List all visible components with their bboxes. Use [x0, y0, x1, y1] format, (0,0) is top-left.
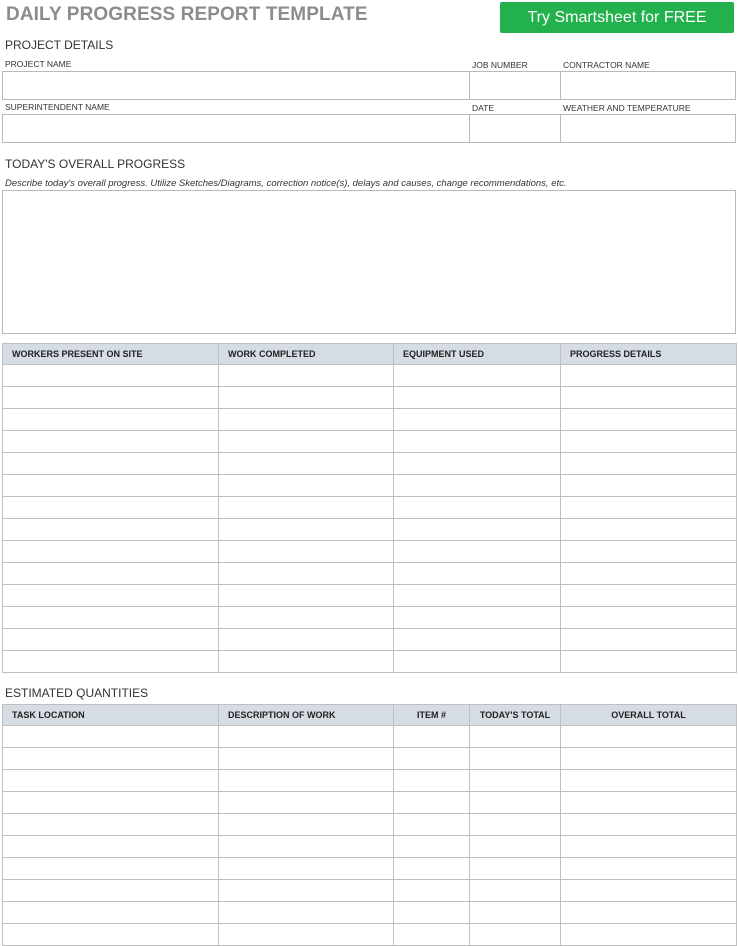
table-cell[interactable] — [394, 902, 470, 924]
table-cell[interactable] — [3, 770, 219, 792]
estimated-table-row — [3, 836, 737, 858]
table-cell[interactable] — [561, 814, 737, 836]
table-cell[interactable] — [219, 814, 394, 836]
workers-table-row — [3, 453, 737, 475]
table-cell[interactable] — [3, 836, 219, 858]
table-cell[interactable] — [219, 902, 394, 924]
overall-progress-textarea[interactable] — [2, 190, 736, 334]
table-cell[interactable] — [561, 365, 737, 387]
col-progress-details: PROGRESS DETAILS — [561, 344, 737, 365]
table-cell[interactable] — [219, 585, 394, 607]
table-cell[interactable] — [3, 541, 219, 563]
table-cell[interactable] — [219, 726, 394, 748]
table-cell[interactable] — [561, 453, 737, 475]
weather-label: WEATHER AND TEMPERATURE — [563, 103, 691, 113]
table-cell[interactable] — [219, 409, 394, 431]
table-cell[interactable] — [219, 770, 394, 792]
table-cell[interactable] — [394, 726, 470, 748]
workers-table-row — [3, 475, 737, 497]
table-cell[interactable] — [561, 836, 737, 858]
col-todays-total: TODAY'S TOTAL — [470, 705, 561, 726]
table-cell[interactable] — [394, 365, 561, 387]
workers-table-row — [3, 387, 737, 409]
table-cell[interactable] — [219, 519, 394, 541]
table-cell[interactable] — [219, 629, 394, 651]
weather-field[interactable] — [560, 114, 736, 143]
table-cell[interactable] — [219, 651, 394, 673]
table-cell[interactable] — [219, 497, 394, 519]
table-cell[interactable] — [394, 629, 561, 651]
table-cell[interactable] — [3, 880, 219, 902]
workers-table-row — [3, 497, 737, 519]
estimated-table-row — [3, 924, 737, 946]
table-cell[interactable] — [561, 629, 737, 651]
table-cell[interactable] — [3, 814, 219, 836]
table-cell[interactable] — [470, 836, 561, 858]
table-cell[interactable] — [394, 836, 470, 858]
table-cell[interactable] — [3, 497, 219, 519]
table-cell[interactable] — [394, 770, 470, 792]
table-cell[interactable] — [561, 748, 737, 770]
workers-table-row — [3, 409, 737, 431]
estimated-table-row — [3, 770, 737, 792]
table-cell[interactable] — [394, 453, 561, 475]
workers-table-header-row — [3, 344, 737, 365]
table-cell[interactable] — [219, 387, 394, 409]
table-cell[interactable] — [394, 792, 470, 814]
table-cell[interactable] — [394, 497, 561, 519]
try-smartsheet-button[interactable]: Try Smartsheet for FREE — [500, 2, 734, 33]
overall-progress-instruction: Describe today's overall progress. Utilize Sketches/Diagrams, correction notice(s), delays and causes, change recommendations, etc. — [5, 178, 567, 189]
date-label: DATE — [472, 103, 495, 113]
table-cell[interactable] — [219, 563, 394, 585]
table-cell[interactable] — [394, 748, 470, 770]
col-workers-present: WORKERS PRESENT ON SITE — [3, 344, 219, 365]
table-cell[interactable] — [561, 726, 737, 748]
contractor-name-field[interactable] — [560, 71, 736, 100]
col-work-completed: WORK COMPLETED — [219, 344, 394, 365]
table-cell[interactable] — [219, 924, 394, 946]
table-cell[interactable] — [561, 541, 737, 563]
workers-table-row — [3, 651, 737, 673]
workers-table-row — [3, 519, 737, 541]
table-cell[interactable] — [561, 409, 737, 431]
table-cell[interactable] — [394, 814, 470, 836]
project-details-heading: PROJECT DETAILS — [5, 38, 114, 52]
table-cell[interactable] — [3, 607, 219, 629]
table-cell[interactable] — [561, 858, 737, 880]
table-cell[interactable] — [3, 924, 219, 946]
table-cell[interactable] — [3, 431, 219, 453]
contractor-name-label: CONTRACTOR NAME — [563, 60, 650, 70]
col-item-number: ITEM # — [394, 705, 470, 726]
table-cell[interactable] — [3, 902, 219, 924]
table-cell[interactable] — [394, 858, 470, 880]
table-cell[interactable] — [394, 607, 561, 629]
table-cell[interactable] — [470, 880, 561, 902]
table-cell[interactable] — [394, 541, 561, 563]
table-cell[interactable] — [3, 563, 219, 585]
table-cell[interactable] — [3, 387, 219, 409]
estimated-quantities-heading: ESTIMATED QUANTITIES — [5, 686, 149, 700]
table-cell[interactable] — [470, 726, 561, 748]
col-task-location: TASK LOCATION — [3, 705, 219, 726]
table-cell[interactable] — [394, 880, 470, 902]
workers-table — [2, 343, 737, 673]
workers-table-row — [3, 629, 737, 651]
col-overall-total: OVERALL TOTAL — [561, 705, 737, 726]
table-cell[interactable] — [3, 726, 219, 748]
table-cell[interactable] — [3, 792, 219, 814]
table-cell[interactable] — [394, 431, 561, 453]
table-cell[interactable] — [394, 924, 470, 946]
table-cell[interactable] — [394, 475, 561, 497]
project-name-label: PROJECT NAME — [5, 59, 72, 69]
workers-table-row — [3, 541, 737, 563]
estimated-table-row — [3, 902, 737, 924]
table-cell[interactable] — [3, 651, 219, 673]
table-cell[interactable] — [219, 836, 394, 858]
table-cell[interactable] — [3, 475, 219, 497]
table-cell[interactable] — [394, 409, 561, 431]
table-cell[interactable] — [561, 651, 737, 673]
table-cell[interactable] — [3, 519, 219, 541]
table-cell[interactable] — [394, 585, 561, 607]
table-cell[interactable] — [470, 924, 561, 946]
estimated-table-row — [3, 814, 737, 836]
table-cell[interactable] — [470, 814, 561, 836]
workers-table-row — [3, 563, 737, 585]
col-equipment-used: EQUIPMENT USED — [394, 344, 561, 365]
table-cell[interactable] — [470, 748, 561, 770]
table-cell[interactable] — [3, 748, 219, 770]
table-cell[interactable] — [561, 519, 737, 541]
table-cell[interactable] — [470, 858, 561, 880]
table-cell[interactable] — [219, 792, 394, 814]
table-cell[interactable] — [3, 409, 219, 431]
estimated-table-row — [3, 748, 737, 770]
table-cell[interactable] — [3, 629, 219, 651]
table-cell[interactable] — [3, 858, 219, 880]
table-cell[interactable] — [219, 431, 394, 453]
table-cell[interactable] — [219, 880, 394, 902]
workers-table-row — [3, 607, 737, 629]
table-cell[interactable] — [219, 453, 394, 475]
table-cell[interactable] — [561, 770, 737, 792]
table-cell[interactable] — [394, 519, 561, 541]
superintendent-name-label: SUPERINTENDENT NAME — [5, 102, 110, 112]
workers-table-row — [3, 431, 737, 453]
estimated-table-row — [3, 792, 737, 814]
estimated-table-header-row — [3, 705, 737, 726]
table-cell[interactable] — [3, 365, 219, 387]
superintendent-name-field[interactable] — [2, 114, 470, 143]
table-cell[interactable] — [219, 541, 394, 563]
estimated-table-row — [3, 726, 737, 748]
page-title: DAILY PROGRESS REPORT TEMPLATE — [6, 4, 368, 25]
table-cell[interactable] — [561, 563, 737, 585]
table-cell[interactable] — [561, 387, 737, 409]
estimated-table-row — [3, 858, 737, 880]
estimated-table-row — [3, 880, 737, 902]
table-cell[interactable] — [470, 792, 561, 814]
table-cell[interactable] — [561, 475, 737, 497]
job-number-label: JOB NUMBER — [472, 60, 528, 70]
table-cell[interactable] — [394, 387, 561, 409]
table-cell[interactable] — [561, 880, 737, 902]
table-cell[interactable] — [561, 902, 737, 924]
workers-table-row — [3, 585, 737, 607]
table-cell[interactable] — [561, 497, 737, 519]
job-number-field[interactable] — [469, 71, 561, 100]
table-cell[interactable] — [219, 858, 394, 880]
workers-table-row — [3, 365, 737, 387]
table-cell[interactable] — [561, 431, 737, 453]
table-cell[interactable] — [219, 365, 394, 387]
table-cell[interactable] — [561, 792, 737, 814]
table-cell[interactable] — [561, 585, 737, 607]
table-cell[interactable] — [394, 651, 561, 673]
table-cell[interactable] — [3, 453, 219, 475]
table-cell[interactable] — [219, 607, 394, 629]
table-cell[interactable] — [470, 770, 561, 792]
table-cell[interactable] — [219, 475, 394, 497]
table-cell[interactable] — [561, 607, 737, 629]
col-description-of-work: DESCRIPTION OF WORK — [219, 705, 394, 726]
table-cell[interactable] — [3, 585, 219, 607]
overall-progress-heading: TODAY'S OVERALL PROGRESS — [5, 157, 186, 171]
project-name-field[interactable] — [2, 71, 470, 100]
date-field[interactable] — [469, 114, 561, 143]
table-cell[interactable] — [561, 924, 737, 946]
table-cell[interactable] — [470, 902, 561, 924]
table-cell[interactable] — [219, 748, 394, 770]
estimated-quantities-table — [2, 704, 737, 946]
table-cell[interactable] — [394, 563, 561, 585]
